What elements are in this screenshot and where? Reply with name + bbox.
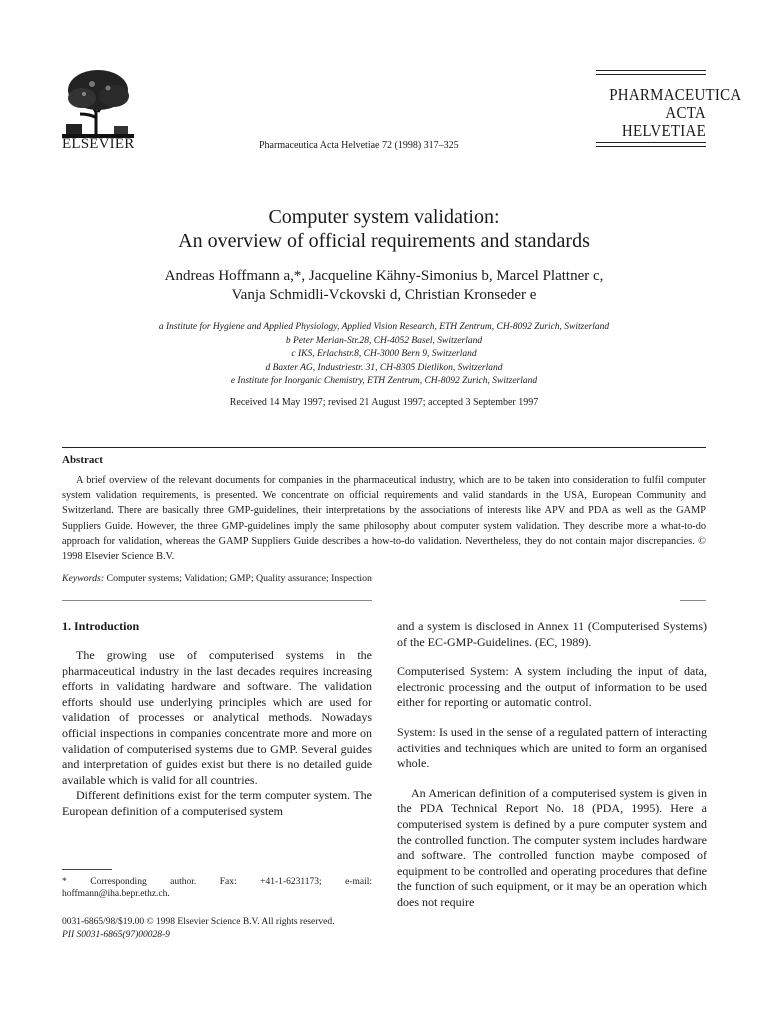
right-paragraph-definition: Computerised System: A system including the input of data, electronic processing and the output of information to be used either for reporting or automatic control. (397, 664, 707, 710)
section-heading-introduction: 1. Introduction (62, 619, 140, 633)
authors-line1: Andreas Hoffmann a,*, Jacqueline Kähny-Simonius b, Marcel Plattner c, (164, 268, 604, 284)
journal-title-line2: ACTA HELVETIAE (621, 103, 706, 140)
author-list (0, 267, 768, 305)
journal-rule-top-2 (596, 74, 706, 75)
article-title (0, 205, 768, 253)
article-title-line2: An overview of official requirements and standards (178, 230, 590, 252)
journal-citation: Pharmaceutica Acta Helvetiae 72 (1998) 317–325 (259, 140, 459, 151)
journal-rule-bottom-2 (596, 146, 706, 147)
keywords-rule-right (680, 600, 706, 601)
received-dates: Received 14 May 1997; revised 21 August 1997; accepted 3 September 1997 (229, 397, 539, 408)
right-column (397, 619, 707, 911)
left-paragraph: The growing use of computerised systems in the pharmaceutical industry in the last decades requires increasing efforts in validating hardware and software. The validation efforts should use underlying principles which are used for validation of processes or analytical methods. Nowadays official inspections in companies concentrate more and more on validation of computerised systems due to GMP. Several guides and interpretation of guides exist but there is no detailed guide available which is valid for all countries. (62, 648, 372, 787)
journal-rule-bottom (596, 142, 706, 143)
journal-title-line1: PHARMACEUTICA (609, 85, 742, 104)
abstract-rule (62, 447, 706, 448)
keywords-list: Computer systems; Validation; GMP; Quality assurance; Inspection (106, 573, 372, 584)
keywords-rule-left (62, 600, 372, 601)
abstract-text: A brief overview of the relevant documents for companies in the pharmaceutical industry, which are to be taken into consideration to fulfil computer system validation requirements, is presented. We concentrate on official requirements and valid standards in the USA, European Community and Switzerland. There are basically three GMP-guidelines, their interpretations by the associations of interests like APV and PDA as well as the GAMP Suppliers Guide. However, the three GMP-guidelines imply the same philosophy about computer system validation. They describe more a what-to-do approach for validation, whereas the GAMP Suppliers Guide describes a how-to-do validation. Nevertheless, they do not contain major discrepancies. © 1998 Elsevier Science B.V. (62, 475, 706, 563)
right-paragraph: and a system is disclosed in Annex 11 (Computerised Systems) of the EC-GMP-Guidelines. (EC, 1989). (397, 619, 707, 649)
left-column (62, 648, 372, 820)
keywords (62, 573, 706, 584)
pii-line: PII S0031-6865(97)00028-9 (62, 929, 170, 940)
authors-line2: Vanja Schmidli-Vckovski d, Christian Kronseder e (231, 287, 537, 303)
affiliation-c: c IKS, Erlachstr.8, CH-3000 Bern 9, Switzerland (291, 349, 477, 359)
keywords-label: Keywords: (62, 573, 105, 584)
right-paragraph-definition: System: Is used in the sense of a regulated pattern of interacting activities and techniques which are united to form an organised whole. (397, 724, 707, 771)
corresponding-author-footnote: * Corresponding author. Fax: +41-1-6231173; e-mail: hoffmann@iha.bepr.ethz.ch. (62, 877, 372, 899)
left-paragraph: Different definitions exist for the term computer system. The European definition of a computerised system (62, 788, 372, 818)
abstract-heading: Abstract (62, 454, 103, 466)
affiliation-e: e Institute for Inorganic Chemistry, ETH Zentrum, CH-8092 Zurich, Switzerland (230, 376, 538, 386)
affiliation-d: d Baxter AG, Industriestr. 31, CH-8305 Dietlikon, Switzerland (265, 362, 503, 373)
publisher-name: ELSEVIER (62, 136, 135, 152)
journal-rule-top (596, 70, 706, 71)
right-paragraph: An American definition of a computerised system is given in the PDA Technical Report No. 18 (PDA, 1995). Here a computerised system is defined by a pure computer system and the controlled function. The computer system includes hardware and software. The controlled function maybe composed of equipment to be controlled and operating procedures that define the function of such equipment, or it may be an operation which does not require (397, 785, 707, 909)
affiliations (0, 321, 768, 389)
elsevier-tree-logo-icon (62, 68, 134, 138)
affiliation-a: a Institute for Hygiene and Applied Physiology, Applied Vision Research, ETH Zentrum, CH-8092 Zurich, Switzerland (158, 322, 610, 332)
issn-line: 0031-6865/98/$19.00 © 1998 Elsevier Science B.V. All rights reserved. (62, 917, 335, 927)
affiliation-b: b Peter Merian-Str.28, CH-4052 Basel, Switzerland (285, 335, 483, 346)
copyright-block (62, 916, 382, 941)
journal-title (609, 85, 742, 140)
footnote-rule (62, 869, 112, 870)
article-title-line1: Computer system validation: (268, 206, 500, 228)
